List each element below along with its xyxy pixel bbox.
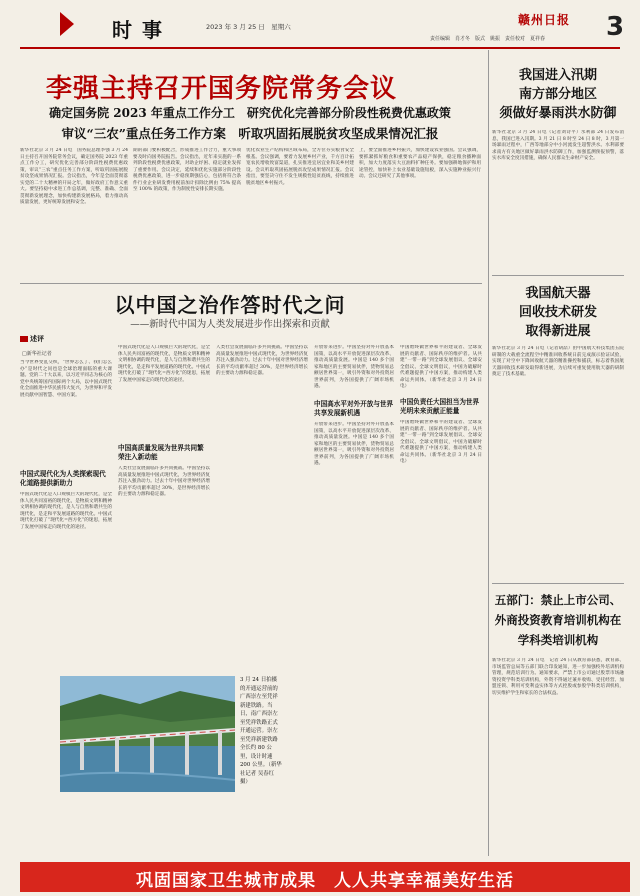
feature-body-col4: 开放带来进步。中国坚持对外开放基本国策，以高水平开放促进深层次改革、推动高质量发展。中国是 140 多个国家和地区的主要贸易伙伴，货物贸易总额居世界第一，吸引外资和对外投资居世界前列，为各国提供了广阔市场机遇。 xyxy=(314,345,394,389)
feature-body-col4b: 开放带来进步。中国坚持对外开放基本国策，以高水平开放促进深层次改革、推动高质量发展。中国是 140 多个国家和地区的主要贸易伙伴，货物贸易总额居世界第一，吸引外资和对外投资居世界前列，为各国提供了广阔市场机遇。 xyxy=(314,422,394,466)
lead-subheadline-2: 审议“三农”重点任务工作方案 听取巩固拓展脱贫攻坚成果情况汇报 xyxy=(61,126,439,141)
right-story1-body: 新华社北京 3 月 24 日电（记者刘诗平）水利部 24 日发布消息，我国已进入汛期。3 月 21 日 8 时至 24 日 8 时，3 月第一场暴雨过程中，广西等地部分中小河流发生超警洪水。水利部要求南方有关地区做好暴雨洪水防御工作，加强监测预报预警，落实水库安全度汛措施，确保人民群众生命财产安全。 xyxy=(492,130,624,161)
masthead-rule xyxy=(20,47,620,49)
right-story1-headline-line3: 须做好暴雨洪水防御 xyxy=(499,106,617,121)
feature-body-col1: 当今世界变乱交织，“世界怎么了、我们怎么办”是时代之问也是全球治理面临的重大课题。党的二十大以来，以习近平同志为核心的党中央统筹国内国际两个大局，以中国式现代化全面推进中华民族伟大复兴，为世界和平发展贡献中国智慧、中国方案。 xyxy=(20,360,112,398)
lead-body-col1: 新华社北京 3 月 24 日电 国务院总理李强 3 月 24 日主持召开国务院常务会议，确定国务院 2023 年重点工作分工，研究优化完善部分阶段性税费优惠政策，审议“三农”重点任务工作方案，听取巩固拓展脱贫攻坚成果情况汇报。会议指出，今年是全面贯彻落实党的二十大精神的开局之年，做好政府工作意义重大。要坚持稳中求进工作总基调，完整、准确、全面贯彻新发展理念，加快构建新发展格局，着力推动高质量发展，更好统筹发展和安全。 xyxy=(20,148,128,205)
story-divider xyxy=(20,283,482,284)
feature-body-col5: 中国始终做世界和平的建设者、全球发展的贡献者、国际秩序的维护者。从共建“一带一路”到全球发展倡议、全球安全倡议、全球文明倡议，中国为破解时代难题提供了中国方案，推动构建人类命运共同体。（新华社北京 3 月 24 日电） xyxy=(400,345,482,389)
column-divider xyxy=(488,50,489,856)
commentary-marker-icon xyxy=(20,336,28,342)
railway-bridge-image xyxy=(60,676,235,792)
right-story3-headline-line1: 五部门：禁止上市公司、 xyxy=(494,593,622,607)
commentary-label: 述评 xyxy=(30,334,44,343)
feature-subheadline: ——新时代中国为人类发展进步作出探索和贡献 xyxy=(130,319,330,330)
right-story2-headline-line1: 我国航天器 xyxy=(525,286,591,301)
feature-body-col3: 人类社会发展面临许多共同挑战。中国坚持以高质量发展推进中国式现代化，为世界经济复苏注入强劲动力。过去十年中国对世界经济增长的平均贡献率超过 30%，是世界经济增长的主要动力源和稳定器。 xyxy=(216,345,308,376)
right-story2-headline-line2: 回收技术研发 xyxy=(518,305,597,320)
feature-section-heading-3: 中国高水平对外开放与世界共享发展新机遇 xyxy=(314,400,394,417)
paper-name: 赣州日报 xyxy=(518,13,571,27)
right-divider-1 xyxy=(492,275,624,276)
byline: □新华社记者 xyxy=(22,351,52,357)
feature-headline: 以中国之治作答时代之问 xyxy=(114,293,346,317)
feature-body-col2: 中国式现代化是人口规模巨大的现代化，是全体人民共同富裕的现代化，是物质文明和精神文明相协调的现代化，是人与自然和谐共生的现代化，是走和平发展道路的现代化。中国式现代化打破了“现代化=西方化”的迷思，拓展了发展中国家走向现代化的途径。 xyxy=(118,345,210,383)
editor-credits: 责任编辑 肖才冬 版式 姚振 责任校对 夏祥春 xyxy=(430,36,546,42)
feature-section-heading-4: 中国负责任大国担当为世界光明未来贡献正能量 xyxy=(400,398,480,415)
lead-body-col3: 优化农业生产结构和区域布局，全方位夯实粮食安全根基。会议强调，要着力发展乡村产业，千方百计拓宽农民增收致富渠道，扎实推进宜居宜业和美乡村建设。会议听取巩固拓展脱贫攻坚成果情况汇报。会议指出，要坚决守住不发生规模性返贫底线，持续推进脱贫地区乡村振兴。 xyxy=(246,148,354,186)
page-number: 3 xyxy=(606,12,625,42)
right-story1-headline-line2: 南方部分地区 xyxy=(518,87,597,102)
issue-date: 2023 年 3 月 25 日 星期六 xyxy=(206,23,291,31)
right-story3-headline-line3: 学科类培训机构 xyxy=(517,633,599,647)
right-story1-headline xyxy=(492,66,624,123)
feature-body-col1b: 中国式现代化是人口规模巨大的现代化，是全体人民共同富裕的现代化，是物质文明和精神文明相协调的现代化，是人与自然和谐共生的现代化，是走和平发展道路的现代化。中国式现代化打破了“现代化=西方化”的迷思，拓展了发展中国家走向现代化的途径。 xyxy=(20,492,112,530)
section-title: 时事 xyxy=(112,18,172,42)
right-story2-headline xyxy=(492,284,624,341)
photo-caption: 3 月 24 日拍摄的开通运营前的广西崇左至凭祥新建铁路。当日，南广西崇左至凭祥铁路正式开通运营。崇左至凭祥新建铁路全长约 80 公里，设计时速 200 公里。（新华社记者 吴春红 摄） xyxy=(240,677,282,785)
feature-section-heading-1: 中国式现代化为人类探索现代化道路提供新助力 xyxy=(20,470,106,487)
lead-subheadline-1: 确定国务院 2023 年重点工作分工 研究优化完善部分阶段性税费优惠政策 xyxy=(49,106,451,120)
right-divider-2 xyxy=(492,583,624,584)
right-story3-headline xyxy=(492,590,624,650)
right-story3-headline-line2: 外商投资教育培训机构在 xyxy=(494,613,622,627)
right-story2-headline-line3: 取得新进展 xyxy=(525,324,591,339)
feature-body-col2b: 人类社会发展面临许多共同挑战。中国坚持以高质量发展推进中国式现代化，为世界经济复苏注入强劲动力。过去十年中国对世界经济增长的平均贡献率超过 30%，是世界经济增长的主要动力源和稳定器。 xyxy=(118,466,210,497)
feature-section-heading-2: 中国高质量发展为世界共同繁荣注入新动能 xyxy=(118,444,204,461)
right-story2-body: 新华社北京 3 月 24 日电（记者胡喆）由中国航天科技集团五院研制的大载重全流程空中精准回收系统日前完成演示验证试验，实现了对空中下降回收航天器的精准操控和捕获，标志着我国航天器回收技术研发取得新进展，为后续可重复使用航天器的研制奠定了技术基础。 xyxy=(492,346,624,377)
lead-body-col2: 期的部门要积极配合，形成推进工作合力，重大事项要及时向国务院报告。会议指出，近年来实施的一系列阶段性税费优惠政策，对助企纾困、稳定就业发挥了重要作用。会议决定，延续和优化实施部分阶段性税费优惠政策，进一步稳预期强信心，包括将符合条件行业企业研发费用税前加计扣除比例由 75% 提高至 100% 的政策，作为制度性安排长期实施。 xyxy=(133,148,241,192)
right-story3-body: 新华社北京 3 月 24 日电 记者 24 日从教育部获悉，教育部、市场监管总局等五部门联合印发通知，进一步加强校外培训机构管理，规范培训行为。通知要求，严禁上市公司通过股票市场融资投资学科类培训机构，外资不得通过兼并收购、受托经营、加盟连锁、利用可变利益实体等方式控股或参股学科类培训机构，切实维护学生和家长的合法权益。 xyxy=(492,658,624,696)
bridge-photo xyxy=(60,676,235,792)
feature-body-col5b: 中国始终做世界和平的建设者、全球发展的贡献者、国际秩序的维护者。从共建“一带一路”到全球发展倡议、全球安全倡议、全球文明倡议，中国为破解时代难题提供了中国方案，推动构建人类命运共同体。（新华社北京 3 月 24 日电） xyxy=(400,420,482,464)
banner-slogan: 巩固国家卫生城市成果 人人共享幸福美好生活 xyxy=(136,871,514,891)
right-story1-headline-line1: 我国进入汛期 xyxy=(518,68,597,83)
lead-headline: 李强主持召开国务院常务会议 xyxy=(46,74,398,104)
section-arrow-icon xyxy=(60,12,74,36)
lead-body-col4: 上，要全面推进乡村振兴，加快建设农业强国。会议强调，要抓紧抓好粮食和重要农产品稳产保供，稳定粮食播种面积，加大力度落实大豆油料扩种任务。要加强耕地保护和用途管控，加快补上农业基础设施短板，深入实施种业振兴行动。会议还研究了其他事项。 xyxy=(359,148,481,179)
